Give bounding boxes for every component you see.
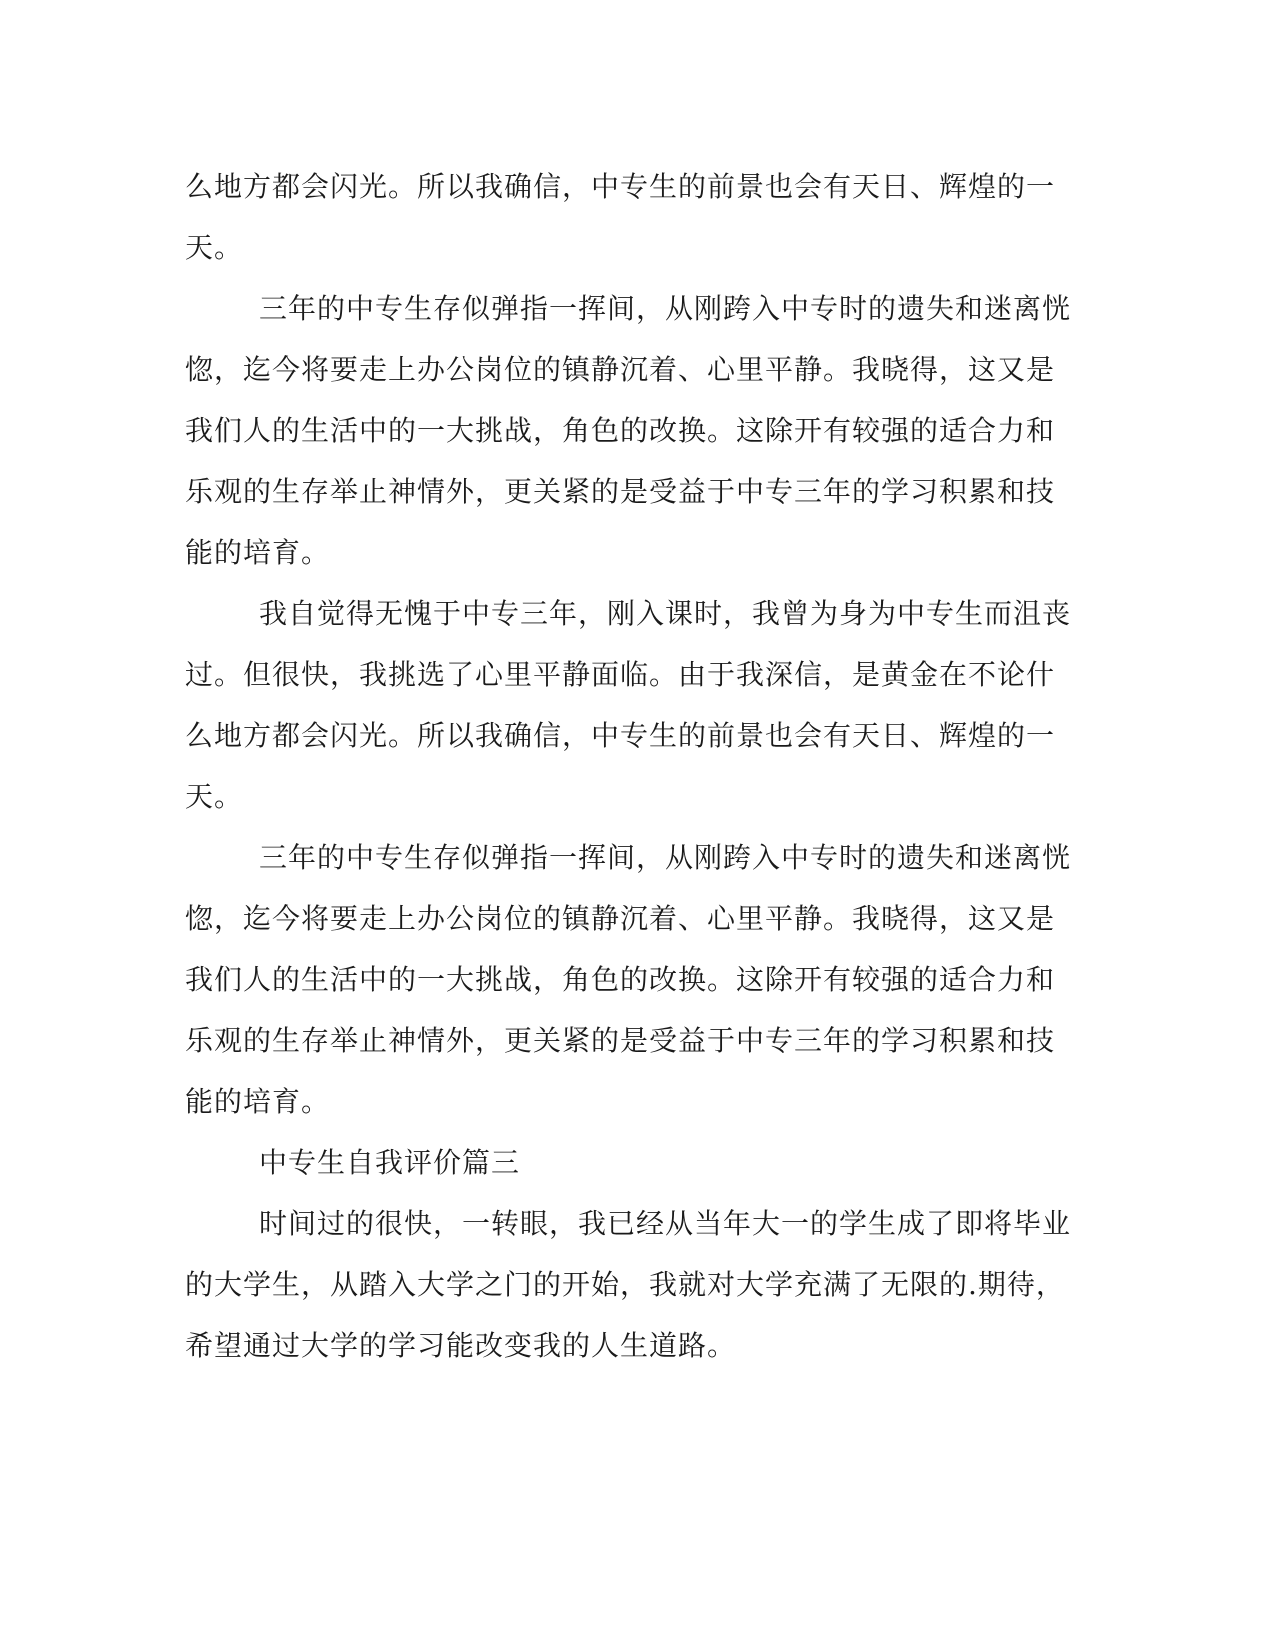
text-line: 乐观的生存举止神情外，更关紧的是受益于中专三年的学习积累和技	[185, 475, 1056, 508]
section-heading-text: 中专生自我评价篇三	[259, 1146, 521, 1179]
text-line: 的大学生，从踏入大学之门的开始，我就对大学充满了无限的.期待，	[185, 1268, 1065, 1301]
paragraph-1	[185, 156, 1056, 278]
text-line: 么地方都会闪光。所以我确信，中专生的前景也会有天日、辉煌的一	[185, 719, 1056, 752]
text-line: 过。但很快，我挑选了心里平静面临。由于我深信，是黄金在不论什	[185, 658, 1056, 691]
text-line: 天。	[185, 780, 244, 813]
text-line: 我们人的生活中的一大挑战，角色的改换。这除开有较强的适合力和	[185, 414, 1056, 447]
text-line: 三年的中专生存似弹指一挥间，从刚跨入中专时的遗失和迷离恍	[259, 841, 1072, 874]
paragraph-4	[185, 827, 1072, 1132]
text-line: 么地方都会闪光。所以我确信，中专生的前景也会有天日、辉煌的一	[185, 170, 1056, 203]
paragraph-3	[185, 583, 1072, 827]
text-line: 能的培育。	[185, 536, 331, 569]
paragraph-2	[185, 278, 1072, 583]
text-line: 时间过的很快，一转眼，我已经从当年大一的学生成了即将毕业	[259, 1207, 1072, 1240]
text-line: 希望通过大学的学习能改变我的人生道路。	[185, 1329, 737, 1362]
text-line: 惚，迄今将要走上办公岗位的镇静沉着、心里平静。我晓得，这又是	[185, 353, 1056, 386]
text-line: 三年的中专生存似弹指一挥间，从刚跨入中专时的遗失和迷离恍	[259, 292, 1072, 325]
text-line: 我们人的生活中的一大挑战，角色的改换。这除开有较强的适合力和	[185, 963, 1056, 996]
text-line: 乐观的生存举止神情外，更关紧的是受益于中专三年的学习积累和技	[185, 1024, 1056, 1057]
document-body	[185, 156, 1072, 1376]
section-heading	[185, 1132, 1045, 1193]
text-line: 能的培育。	[185, 1085, 331, 1118]
paragraph-6	[185, 1193, 1072, 1376]
text-line: 惚，迄今将要走上办公岗位的镇静沉着、心里平静。我晓得，这又是	[185, 902, 1056, 935]
text-line: 天。	[185, 231, 244, 264]
text-line: 我自觉得无愧于中专三年，刚入课时，我曾为身为中专生而沮丧	[259, 597, 1072, 630]
